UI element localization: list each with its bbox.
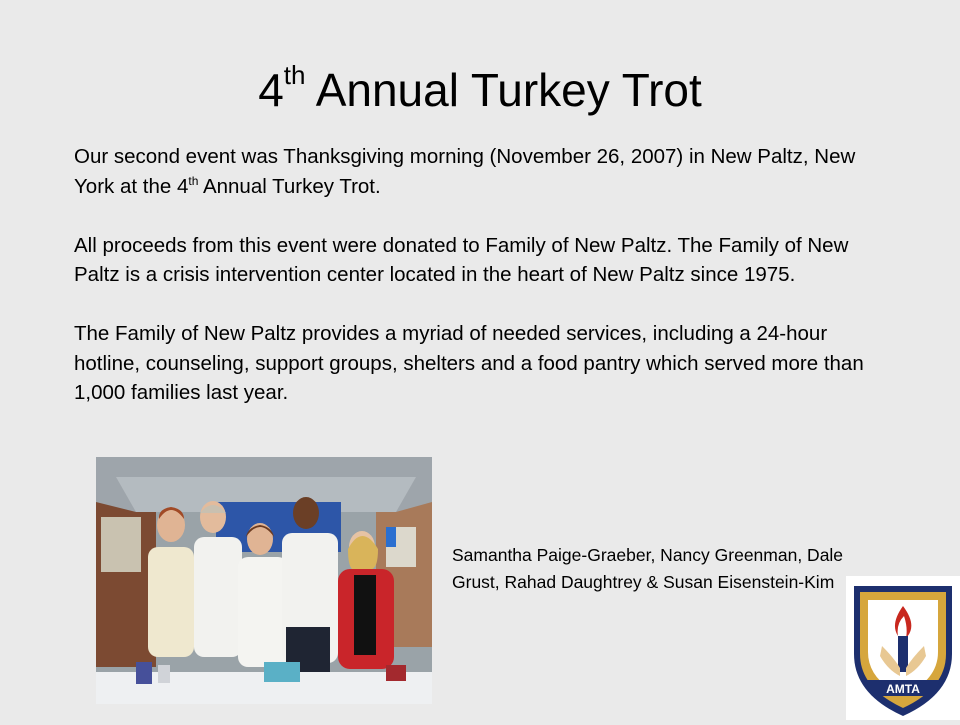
paragraph-event [74,142,894,201]
paragraph-proceeds: All proceeds from this event were donated to Family of New Paltz. The Family of New Paltz is a crisis intervention center located in the heart of New Paltz since 1975. [74,233,849,286]
paragraph-event-text: Our second event was Thanksgiving morning (November 26, 2007) in New Paltz, New York at the 4 [74,145,856,198]
logo-letters: AMTA [886,682,920,696]
paragraph-event-superscript: th [188,173,199,188]
title-text: Annual Turkey Trot [305,64,702,116]
slide-body [74,142,894,437]
photo-caption: Samantha Paige-Graeber, Nancy Greenman, Dale Grust, Rahad Daughtrey & Susan Eisenstein-Kim [452,545,844,592]
amta-logo [846,576,960,720]
paragraph-services: The Family of New Paltz provides a myriad of needed services, including a 24-hour hotline, counseling, support groups, shelters and a food pantry which served more than 1,000 families last year. [74,322,864,404]
volunteers-photo-illustration [96,457,432,704]
title-ordinal-suffix: th [283,60,306,90]
volunteers-photo [96,457,432,704]
amta-logo-emblem [846,576,960,720]
slide-title [0,62,960,118]
title-ordinal: 4 [258,64,284,116]
paragraph-event-text-end: Annual Turkey Trot. [198,174,381,198]
